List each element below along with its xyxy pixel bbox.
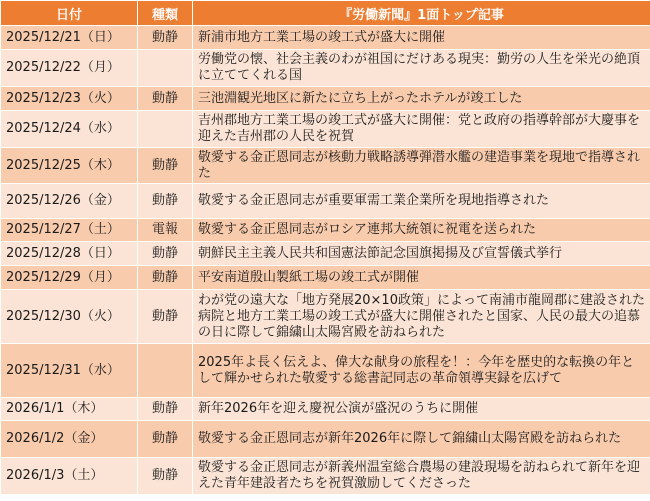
type-cell: 動静 bbox=[138, 26, 193, 50]
date-cell: 2026/1/3（土） bbox=[1, 458, 138, 495]
headline-cell: 新年2026年を迎え慶祝公演が盛況のうちに開催 bbox=[193, 398, 650, 421]
type-cell: 動静 bbox=[138, 290, 193, 344]
headline-column-header: 『労働新聞』1面トップ記事 bbox=[193, 1, 650, 26]
headline-cell: 三池淵観光地区に新たに立ち上がったホテルが竣工した bbox=[193, 87, 650, 111]
headline-cell: 吉州郡地方工業工場の竣工式が盛大に開催：党と政府の指導幹部が大慶事を迎えた吉州郡の人民を祝賀 bbox=[193, 111, 650, 148]
date-cell: 2025/12/31（水） bbox=[1, 344, 138, 398]
headline-cell: わが党の遠大な「地方発展20×10政策」によって南浦市龍岡郡に建設された病院と地方工業工場の竣工式が盛大に開催されたと国家、人民の最大の追慕の日に際して錦繍山太陽宮殿を訪ねられた bbox=[193, 290, 650, 344]
type-cell: 動静 bbox=[138, 266, 193, 290]
table-row bbox=[1, 344, 650, 398]
table-row bbox=[1, 421, 650, 458]
header-row bbox=[1, 1, 650, 26]
table-row bbox=[1, 148, 650, 184]
date-cell: 2025/12/28（日） bbox=[1, 242, 138, 266]
date-cell: 2025/12/23（火） bbox=[1, 87, 138, 111]
type-cell: 動静 bbox=[138, 421, 193, 458]
type-cell: 動静 bbox=[138, 398, 193, 421]
type-cell: 動静 bbox=[138, 458, 193, 495]
type-cell bbox=[138, 111, 193, 148]
type-cell: 動静 bbox=[138, 184, 193, 219]
table-row bbox=[1, 87, 650, 111]
table-row bbox=[1, 26, 650, 50]
table-row bbox=[1, 290, 650, 344]
table-row bbox=[1, 219, 650, 242]
table-row bbox=[1, 50, 650, 87]
date-cell: 2025/12/27（土） bbox=[1, 219, 138, 242]
table-row bbox=[1, 242, 650, 266]
date-cell: 2025/12/26（金） bbox=[1, 184, 138, 219]
table-row bbox=[1, 111, 650, 148]
type-cell: 動静 bbox=[138, 242, 193, 266]
date-cell: 2025/12/24（水） bbox=[1, 111, 138, 148]
table-row bbox=[1, 398, 650, 421]
table-row bbox=[1, 266, 650, 290]
headline-cell: 労働党の懐、社会主義のわが祖国にだけある現実：勤労の人生を栄光の絶頂に立ててくれる国 bbox=[193, 50, 650, 87]
headline-cell: 敬愛する金正恩同志が核動力戦略誘導弾潜水艦の建造事業を現地で指導された bbox=[193, 148, 650, 184]
headline-cell: 敬愛する金正恩同志が新年2026年に際して錦繍山太陽宮殿を訪ねられた bbox=[193, 421, 650, 458]
date-cell: 2026/1/2（金） bbox=[1, 421, 138, 458]
headline-cell: 新浦市地方工業工場の竣工式が盛大に開催 bbox=[193, 26, 650, 50]
type-cell: 電報 bbox=[138, 219, 193, 242]
date-cell: 2025/12/22（月） bbox=[1, 50, 138, 87]
date-cell: 2025/12/21（日） bbox=[1, 26, 138, 50]
headline-cell: 平安南道殷山製紙工場の竣工式が開催 bbox=[193, 266, 650, 290]
headline-cell: 敬愛する金正恩同志が重要軍需工業企業所を現地指導された bbox=[193, 184, 650, 219]
type-cell: 動静 bbox=[138, 148, 193, 184]
headline-cell: 2025年よ長く伝えよ、偉大な献身の旅程を！：今年を歴史的な転換の年として輝かせられた敬愛する総書記同志の革命領導実録を広げて bbox=[193, 344, 650, 398]
headline-cell: 敬愛する金正恩同志が新義州温室総合農場の建設現場を訪ねられて新年を迎えた青年建設者たちを祝賀激励してくださった bbox=[193, 458, 650, 495]
type-column-header: 種類 bbox=[138, 1, 193, 26]
date-cell: 2025/12/30（火） bbox=[1, 290, 138, 344]
table-row bbox=[1, 458, 650, 495]
date-column-header: 日付 bbox=[1, 1, 138, 26]
headline-cell: 敬愛する金正恩同志がロシア連邦大統領に祝電を送られた bbox=[193, 219, 650, 242]
type-cell bbox=[138, 50, 193, 87]
type-cell bbox=[138, 344, 193, 398]
date-cell: 2025/12/25（木） bbox=[1, 148, 138, 184]
headline-cell: 朝鮮民主主義人民共和国憲法節記念国旗掲揚及び宣誓儀式挙行 bbox=[193, 242, 650, 266]
date-cell: 2025/12/29（月） bbox=[1, 266, 138, 290]
date-cell: 2026/1/1（木） bbox=[1, 398, 138, 421]
type-cell: 動静 bbox=[138, 87, 193, 111]
table-row bbox=[1, 184, 650, 219]
